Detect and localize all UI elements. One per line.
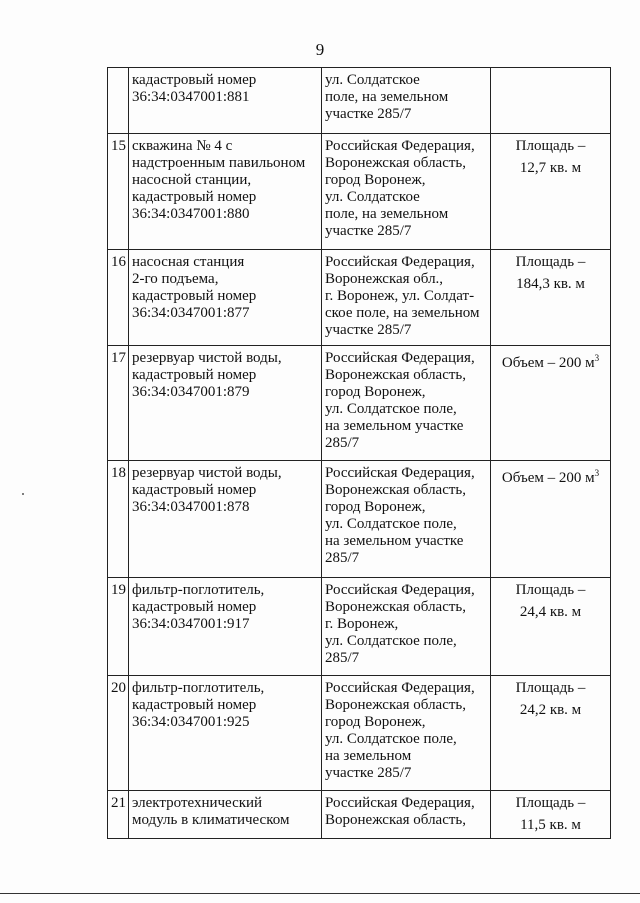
object-name: фильтр-поглотитель, кадастровый номер 36:34:0347001:917 bbox=[129, 578, 322, 676]
row-number: 21 bbox=[108, 791, 129, 839]
object-characteristic: Площадь – 24,2 кв. м bbox=[491, 676, 611, 791]
table-row bbox=[108, 346, 611, 461]
row-number: 16 bbox=[108, 250, 129, 346]
object-name: электротехнический модуль в климатическом bbox=[129, 791, 322, 839]
row-number: 19 bbox=[108, 578, 129, 676]
object-characteristic bbox=[491, 68, 611, 134]
object-characteristic: Объем – 200 $м^3$ bbox=[491, 346, 611, 461]
table-row bbox=[108, 578, 611, 676]
property-table bbox=[107, 67, 611, 839]
table-row bbox=[108, 134, 611, 250]
row-number bbox=[108, 68, 129, 134]
object-characteristic: Площадь – 11,5 кв. м bbox=[491, 791, 611, 839]
object-address: Российская Федерация, Воронежская область, bbox=[322, 791, 491, 839]
scan-speck bbox=[22, 493, 24, 495]
object-address: ул. Солдатское поле, на земельном участке 285/7 bbox=[322, 68, 491, 134]
table-row bbox=[108, 676, 611, 791]
object-address: Российская Федерация, Воронежская область, г. Воронеж, ул. Солдатское поле, 285/7 bbox=[322, 578, 491, 676]
object-address: Российская Федерация, Воронежская обл., г. Воронеж, ул. Солдат- ское поле, на земельном участке 285/7 bbox=[322, 250, 491, 346]
object-characteristic: Площадь – 184,3 кв. м bbox=[491, 250, 611, 346]
page-bottom-edge bbox=[0, 893, 640, 894]
row-number: 15 bbox=[108, 134, 129, 250]
object-name: резервуар чистой воды, кадастровый номер 36:34:0347001:879 bbox=[129, 346, 322, 461]
object-address: Российская Федерация, Воронежская область, город Воронеж, ул. Солдатское поле, на земельном участке 285/7 bbox=[322, 346, 491, 461]
object-name: кадастровый номер 36:34:0347001:881 bbox=[129, 68, 322, 134]
table-row bbox=[108, 68, 611, 134]
object-characteristic: Площадь – 12,7 кв. м bbox=[491, 134, 611, 250]
object-name: насосная станция 2-го подъема, кадастровый номер 36:34:0347001:877 bbox=[129, 250, 322, 346]
table-row bbox=[108, 791, 611, 839]
object-address: Российская Федерация, Воронежская область, город Воронеж, ул. Солдатское поле, на земельном участке 285/7 bbox=[322, 461, 491, 578]
table-row bbox=[108, 461, 611, 578]
object-name: резервуар чистой воды, кадастровый номер 36:34:0347001:878 bbox=[129, 461, 322, 578]
object-address: Российская Федерация, Воронежская область, город Воронеж, ул. Солдатское поле, на земельном участке 285/7 bbox=[322, 134, 491, 250]
object-name: скважина № 4 с надстроенным павильоном насосной станции, кадастровый номер 36:34:0347001:880 bbox=[129, 134, 322, 250]
object-address: Российская Федерация, Воронежская область, город Воронеж, ул. Солдатское поле, на земельном участке 285/7 bbox=[322, 676, 491, 791]
object-name: фильтр-поглотитель, кадастровый номер 36:34:0347001:925 bbox=[129, 676, 322, 791]
row-number: 20 bbox=[108, 676, 129, 791]
object-characteristic: Объем – 200 $м^3$ bbox=[491, 461, 611, 578]
table-row bbox=[108, 250, 611, 346]
row-number: 17 bbox=[108, 346, 129, 461]
object-characteristic: Площадь – 24,4 кв. м bbox=[491, 578, 611, 676]
page-number: 9 bbox=[315, 40, 325, 59]
row-number: 18 bbox=[108, 461, 129, 578]
